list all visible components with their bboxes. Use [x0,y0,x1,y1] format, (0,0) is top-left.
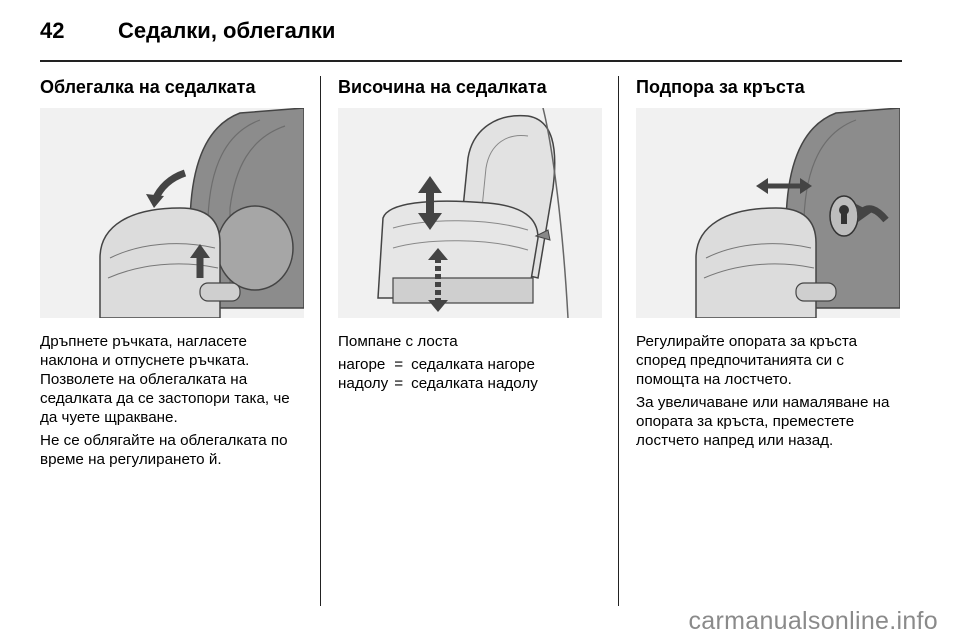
section-backrest [40,76,304,473]
section-body [40,332,304,469]
section-heading: Облегалка на седалката [40,77,256,97]
section-body [338,332,602,393]
section-lumbar-support [636,76,900,454]
chapter-title: Седалки, облегалки [118,18,336,43]
column-divider [320,76,321,606]
lumbar-support-illustration [636,108,900,318]
section-heading: Подпора за кръста [636,77,805,97]
definition-list [338,355,538,393]
section-heading: Височина на седалката [338,77,547,97]
section-seat-height [338,76,602,393]
seat-backrest-recline-icon [40,108,304,318]
definition-separator: = [394,356,404,373]
paragraph: Дръпнете ръчката, нагласете наклона и отпуснете ръчката. Позволете на облегалката на седалката да се застопори така, че да чуете щракване. [40,333,290,426]
section-body [636,332,900,450]
paragraph: За увеличаване или намаляване на опората за кръста, преместете лостчето напред или назад. [636,394,890,449]
paragraph: Помпане с лоста [338,333,458,350]
page-header [40,14,900,62]
paragraph: Регулирайте опората за кръста според предпочитанията си с помощта на лостчето. [636,333,858,388]
lumbar-support-icon [636,108,900,318]
definition-separator: = [394,375,404,392]
paragraph: Не се облягайте на облегалката по време на регулирането й. [40,432,288,468]
header-rule [40,60,902,62]
definition-desc: седалката надолу [411,375,538,392]
definition-row [338,374,538,393]
seat-height-pump-illustration [338,108,602,318]
seat-backrest-recline-illustration [40,108,304,318]
definition-term: надолу [338,375,389,392]
column-divider [618,76,619,606]
watermark-text: carmanualsonline.info [688,607,938,635]
page-number: 42 [40,18,65,43]
definition-term: нагоре [338,356,386,373]
seat-height-pump-icon [338,108,602,318]
definition-row [338,355,538,374]
definition-desc: седалката нагоре [411,356,535,373]
